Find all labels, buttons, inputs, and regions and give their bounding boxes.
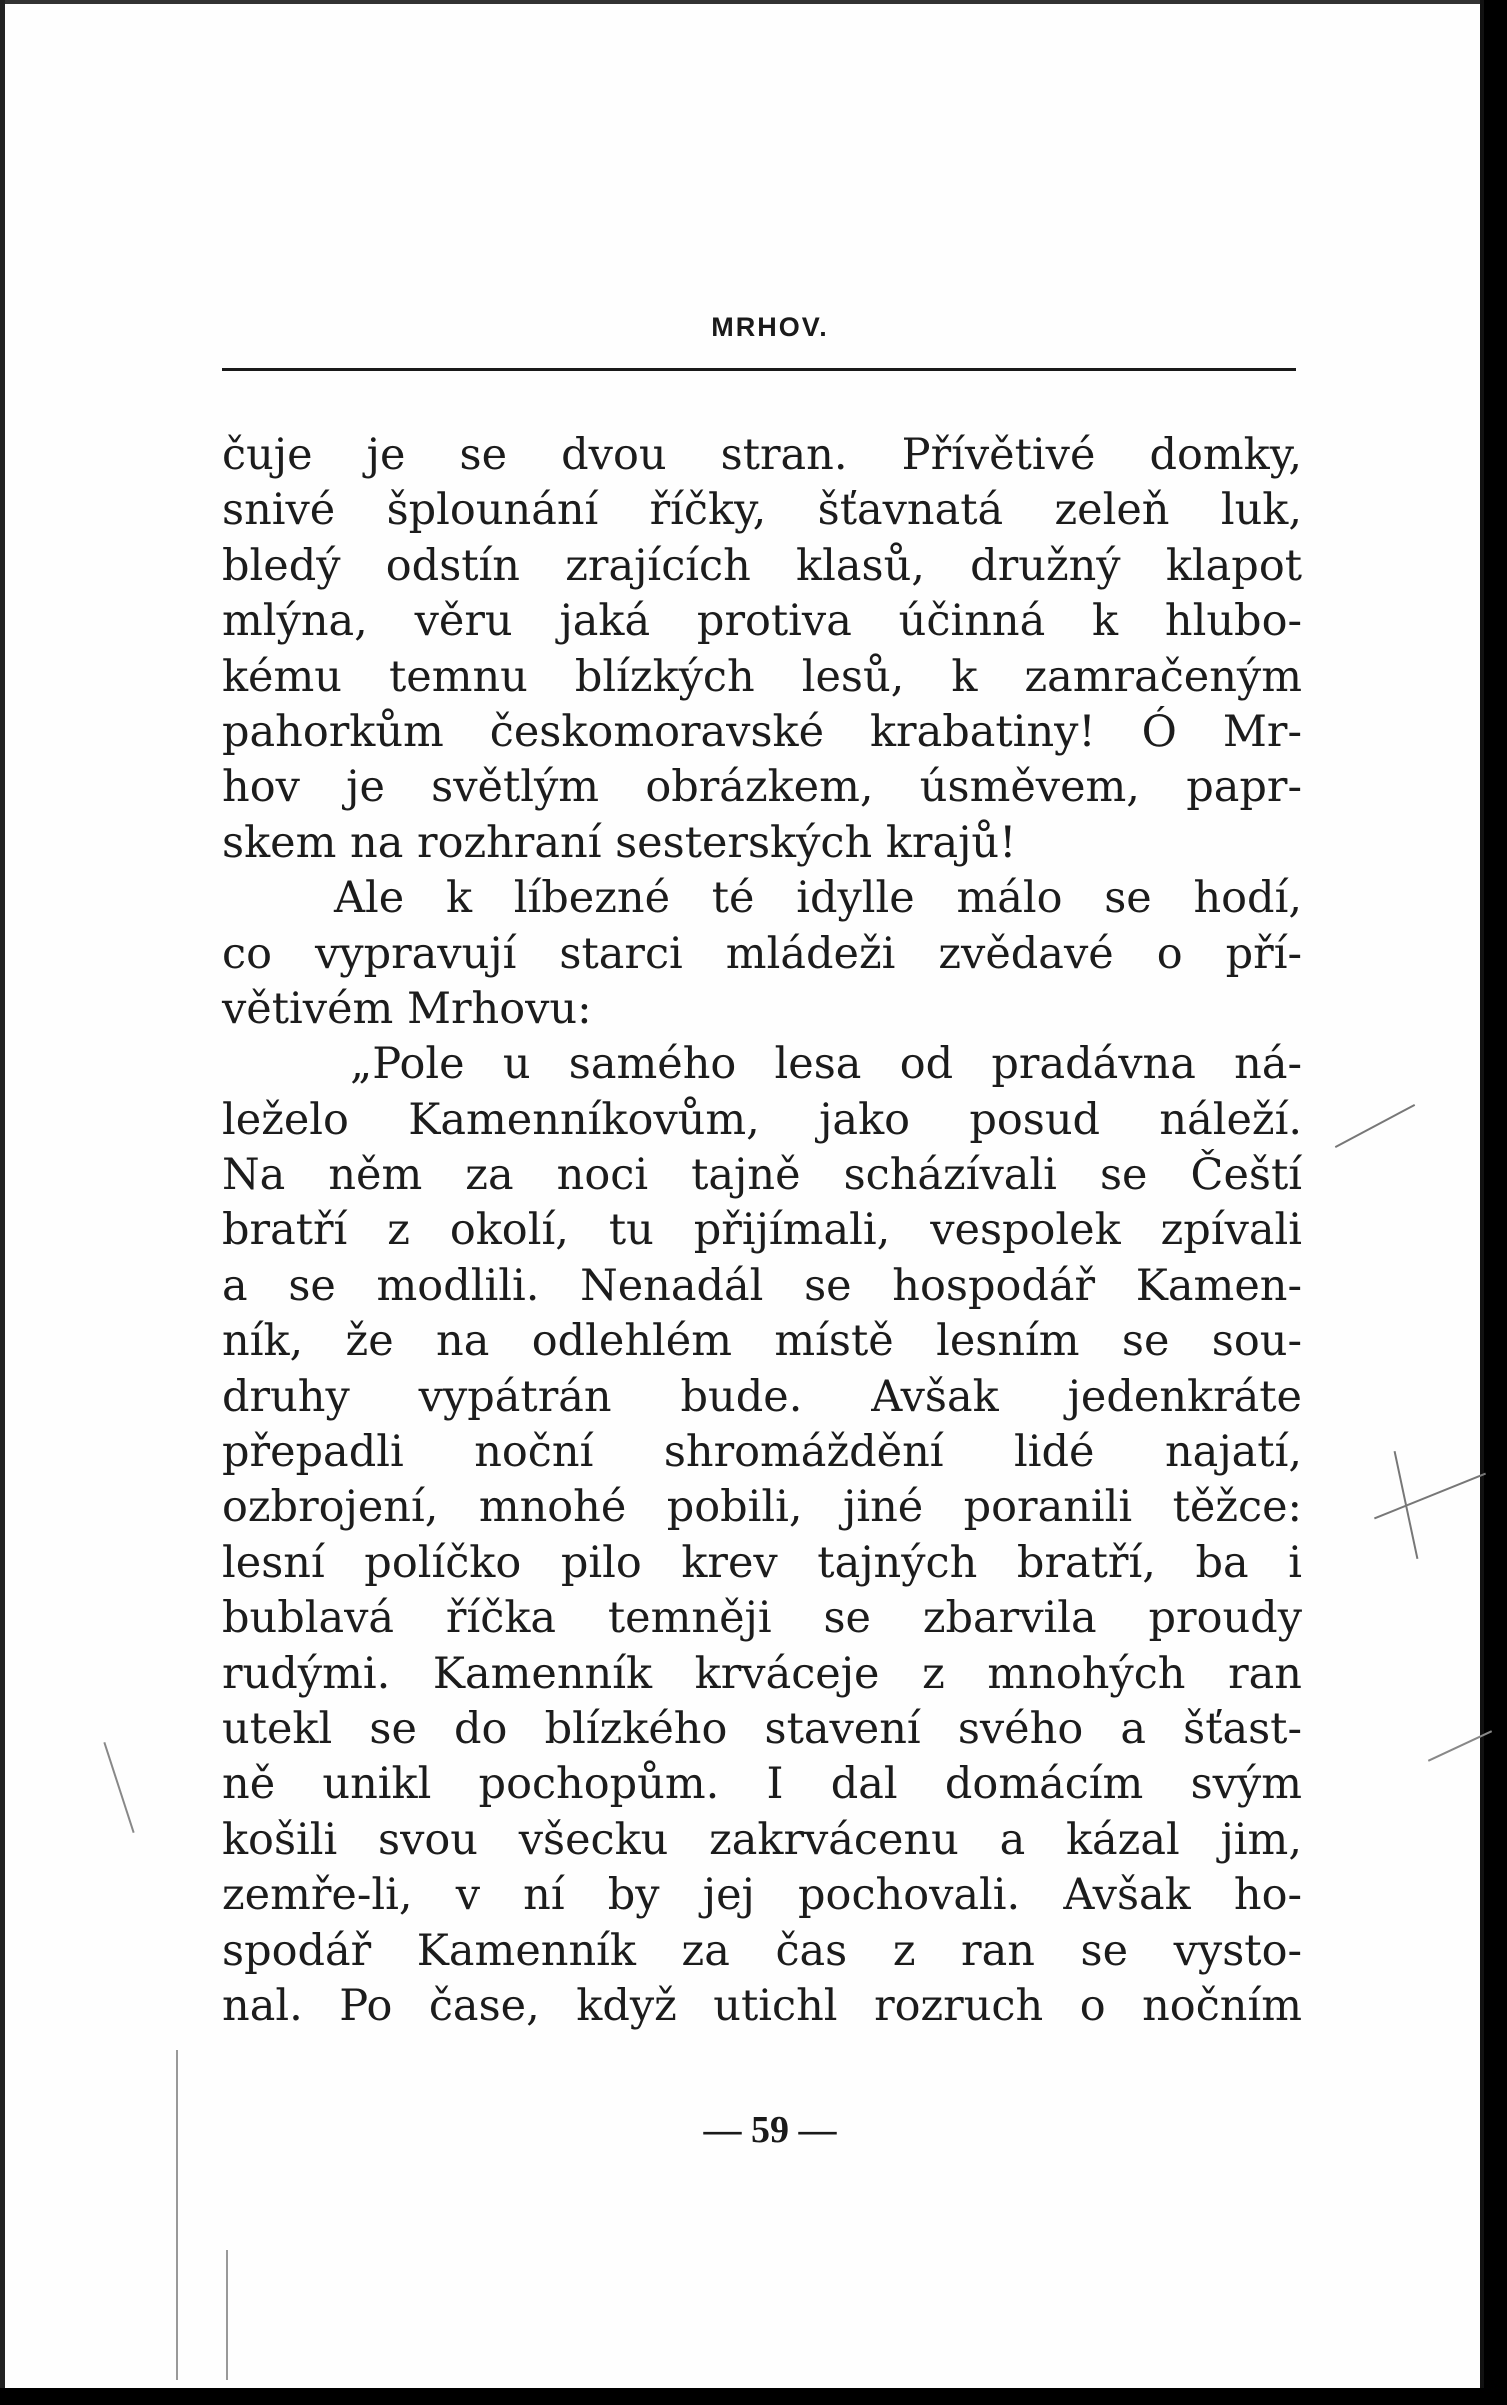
header-rule: [222, 368, 1296, 371]
text-line: snivé šplounání říčky, šťavnatá zeleň luk,: [222, 485, 1302, 536]
body-text: [222, 428, 1302, 2034]
text-line: bublavá říčka temněji se zbarvila proudy: [222, 1593, 1302, 1644]
margin-pencil-mark: [176, 2050, 178, 2380]
text-line: větivém Mrhovu:: [222, 983, 592, 1034]
text-line: hov je světlým obrázkem, úsměvem, papr-: [222, 762, 1302, 813]
text-line: bledý odstín zrajících klasů, družný klapot: [222, 540, 1302, 591]
running-title: MRHOV.: [711, 312, 829, 342]
page-number-text: — 59 —: [703, 2109, 837, 2151]
page-top-edge: [0, 0, 1480, 4]
text-line: druhy vypátrán bude. Avšak jedenkráte: [222, 1371, 1302, 1422]
text-line: utekl se do blízkého stavení svého a šťast-: [222, 1703, 1302, 1754]
text-line: leželo Kamenníkovům, jako posud náleží.: [222, 1094, 1302, 1145]
text-line: ník, že na odlehlém místě lesním se sou-: [222, 1316, 1302, 1367]
text-line: Ale k líbezné té idylle málo se hodí,: [334, 873, 1302, 924]
text-line: bratří z okolí, tu přijímali, vespolek zpívali: [222, 1205, 1302, 1256]
text-line: nal. Po čase, když utichl rozruch o nočním: [222, 1980, 1302, 2031]
text-line: mlýna, věru jaká protiva účinná k hlubo-: [222, 596, 1302, 647]
margin-pencil-mark: [103, 1742, 134, 1833]
text-line: lesní políčko pilo krev tajných bratří, ba i: [222, 1537, 1302, 1588]
text-line: kému temnu blízkých lesů, k zamračeným: [222, 651, 1302, 702]
text-line: Na něm za noci tajně scházívali se Čeští: [222, 1150, 1302, 1201]
text-line: rudými. Kamenník krváceje z mnohých ran: [222, 1648, 1302, 1699]
text-line: ně unikl pochopům. I dal domácím svým: [222, 1759, 1302, 1810]
text-line: a se modlili. Nenadál se hospodář Kamen-: [222, 1260, 1302, 1311]
margin-pencil-mark: [226, 2250, 228, 2380]
text-line: ozbrojení, mnohé pobili, jiné poranili těžce:: [222, 1482, 1302, 1533]
text-line: „Pole u samého lesa od pradávna ná-: [350, 1039, 1302, 1090]
text-line: skem na rozhraní sesterských krajů!: [222, 817, 1017, 868]
page-gutter: [0, 0, 5, 2388]
text-line: pahorkům českomoravské krabatiny! Ó Mr-: [222, 706, 1302, 757]
margin-pencil-mark: [1394, 1451, 1419, 1559]
margin-pencil-mark: [1374, 1473, 1486, 1520]
text-line: zemře-li, v ní by jej pochovali. Avšak ho-: [222, 1870, 1302, 1921]
running-header: [0, 312, 1480, 343]
text-line: košili svou všecku zakrvácenu a kázal jim,: [222, 1814, 1302, 1865]
margin-pencil-mark: [1428, 1730, 1492, 1761]
text-line: spodář Kamenník za čas z ran se vysto-: [222, 1925, 1302, 1976]
text-line: přepadli noční shromáždění lidé najatí,: [222, 1427, 1302, 1478]
margin-pencil-mark: [1335, 1104, 1415, 1148]
text-line: čuje je se dvou stran. Přívětivé domky,: [222, 430, 1302, 480]
text-line: co vypravují starci mládeži zvědavé o pří-: [222, 928, 1302, 979]
page-number: [0, 2108, 1480, 2152]
